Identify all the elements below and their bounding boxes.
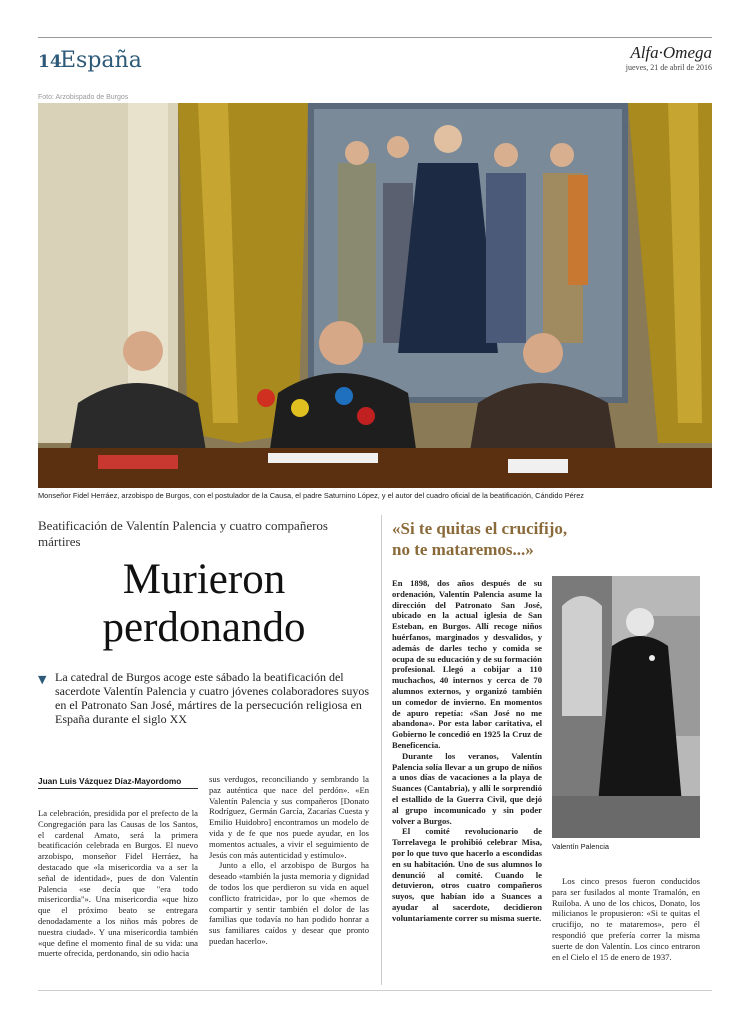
article-kicker: Beatificación de Valentín Palencia y cuatro compañeros mártires: [38, 518, 328, 549]
section-title: España: [60, 48, 142, 73]
headline-line-2: perdonando: [102, 604, 306, 651]
portrait-photo: [552, 576, 700, 838]
sidebar-title: [392, 518, 712, 560]
sidebar-column: [392, 578, 542, 924]
paragraph: La celebración, presidida por el prefecto de la Congregación para las Causas de los Santos, el cardenal Amato, será la primera beatificación celebrada en Burgos. El nuevo arzobispo, monseñor Fidel Herráez, ha destacado que «la misericordia va a ser la señal de identidad», pues de don Valentín Palencia «se decía que "era todo misericordia"». Una misericordia «que hizo que el próximo beato se entregara denodadamente a los niños más pobres de nuestra ciudad». Y una misericordia también «que define el momento final de su vida: una muerte ofrecida, perdonando, sin odio hacia: [38, 808, 198, 959]
publication-logo: Alfa·Omega: [630, 43, 712, 62]
paragraph: sus verdugos, reconciliando y sembrando la paz auténtica que nace del perdón». «En Valentín Palencia y sus compañeros [Donato Rodríguez, Germán García, Zacarías Cuesta y Emilio Huidobro] encontramos un modelo de vida y de fe que nos puede ayudar, en los momentos actuales, a vivir el seguimiento de Jesús con más autenticidad y estímulo».: [209, 774, 369, 860]
paragraph: El comité revolucionario de Torrelavega le prohibió celebrar Misa, por lo que tuvo que hacerlo a escondidas en su habitación. Uno de sus alumnos lo denunció al comité. Cuando le detuvieron, otros cuatro compañeros suyos, que habían ido a Suances a ayudar al sacerdote, decidieron voluntariamente correr su misma suerte.: [392, 826, 542, 923]
portrait-caption: Valentín Palencia: [552, 842, 609, 851]
paragraph: Los cinco presos fueron conducidos para ser fusilados al monte Tramalón, en Ruiloba. A uno de los chicos, Donato, los milicianos le propusieron: «Si te quitas el crucifijo, no te mataremos», pero él respondió que prefería correr la misma suerte de don Valentín. Los cinco entraron en el Cielo el 15 de enero de 1937.: [552, 876, 700, 962]
issue-date: jueves, 21 de abril de 2016: [625, 63, 712, 72]
sidebar-title-line-1: «Si te quitas el crucifijo,: [392, 519, 568, 538]
paragraph: Durante los veranos, Valentín Palencia solía llevar a un grupo de niños a unos días de vacaciones a la playa de Suances (Cantabria), y allí le sorprendió el estallido de la Guerra Civil, que dejó al grupo incomunicado y sin poder volver a Burgos.: [392, 750, 542, 826]
press-conference-illustration: [38, 103, 712, 488]
page-number: 14: [38, 52, 62, 72]
article-column-1: [38, 808, 198, 959]
priest-portrait-illustration: [552, 576, 700, 838]
paragraph: Junto a ello, el arzobispo de Burgos ha deseado «también la justa memoria y dignidad de todos los que perdieron su vida en aquel conflicto fratricida», por lo que «hemos de compartir y sentir también el dolor de las familias que todavía no han podido honrar a sus familiares caídos y desear que pronto puedan hacerlo».: [209, 860, 369, 946]
sidebar-column-2: [552, 876, 700, 962]
column-divider: [381, 515, 382, 985]
byline: Juan Luis Vázquez Díaz-Mayordomo: [38, 776, 198, 789]
triangle-bullet-icon: ▼: [38, 673, 47, 686]
photo-credit: Foto: Arzobispado de Burgos: [38, 94, 129, 101]
photo-caption: Monseñor Fidel Herráez, arzobispo de Burgos, con el postulador de la Causa, el padre Saturnino López, y el autor del cuadro oficial de la beatificación, Cándido Pérez: [38, 491, 584, 500]
article-lead: La catedral de Burgos acoge este sábado la beatificación del sacerdote Valentín Palencia y cuatro jóvenes colaboradores suyos en el Patronato San José, mártires de la persecución religiosa en España durante el siglo XX: [55, 670, 370, 726]
footer-rule: [38, 990, 712, 991]
article-headline: [38, 556, 370, 652]
main-photo: [38, 103, 712, 488]
sidebar-title-line-2: no te mataremos...»: [392, 540, 534, 559]
headline-line-1: Murieron: [122, 556, 286, 603]
header-rule: [38, 37, 712, 38]
paragraph: En 1898, dos años después de su ordenación, Valentín Palencia asume la dirección del Patronato San José, ubicado en la actual iglesia de San Esteban, en Burgos. Allí recoge niños huérfanos, marginados y desvalidos, y además de darles techo y comida se ocupa de su educación y de su formación profesional. Llegó a cobijar a 110 muchachos, 40 internos y cerca de 70 alumnos externos, y organizó también un comedor de invierno. En momentos de apuro repetía: «San José no me abandona». Por esta labor caritativa, el Gobierno le concedió en 1925 la Cruz de Beneficencia.: [392, 578, 542, 750]
article-column-2: [209, 774, 369, 947]
